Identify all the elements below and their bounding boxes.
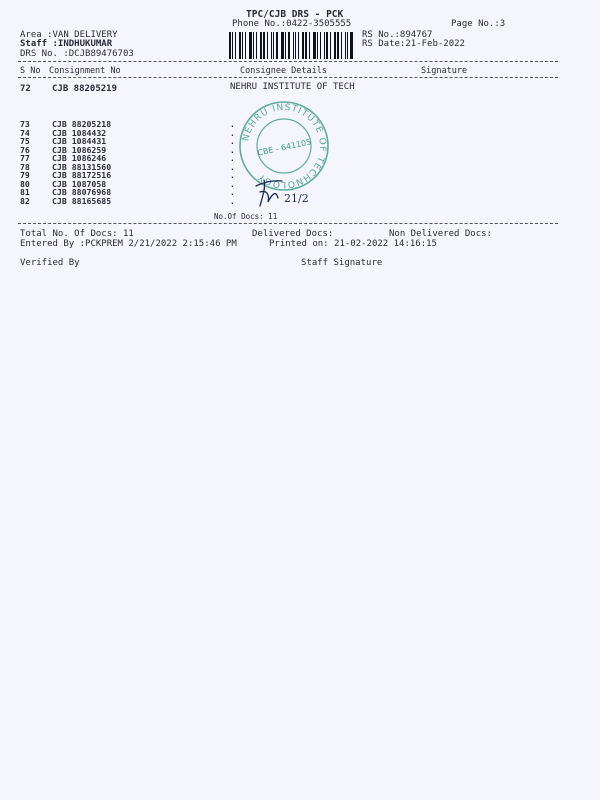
row-sno: 80: [20, 178, 30, 189]
barcode-bar: [345, 32, 346, 59]
column-sno: S No: [20, 66, 41, 76]
barcode-bar: [350, 32, 353, 59]
printed-on: Printed on: 21-02-2022 14:16:15: [269, 239, 437, 249]
barcode-bar: [260, 32, 262, 59]
barcode-bar: [317, 32, 318, 59]
barcode-bar: [273, 32, 274, 59]
row-consignment: CJB 1086259: [52, 144, 107, 155]
barcode-bar: [267, 32, 268, 59]
table-row: [20, 163, 222, 172]
stamp-inner-text: CBE - 641105: [256, 137, 312, 158]
barcode-bar: [276, 32, 278, 59]
table-row: [20, 129, 222, 138]
total-docs: Total No. Of Docs: 11: [20, 229, 134, 239]
barcode-bar: [293, 32, 294, 59]
table-row: [20, 120, 222, 129]
table-row: [20, 171, 222, 180]
first-row-sno: 72: [20, 84, 31, 94]
row-consignment: CJB 1086246: [52, 153, 107, 163]
entered-by: Entered By :PCKPREM 2/21/2022 2:15:46 PM: [20, 239, 237, 249]
barcode-bar: [309, 32, 310, 59]
row-consignment: CJB 88172516: [52, 170, 112, 180]
barcode-bar: [235, 32, 236, 59]
barcode-bar: [313, 32, 316, 59]
consignment-list: [20, 120, 222, 205]
row-sno: 76: [20, 144, 30, 155]
document-title: TPC/CJB DRS - PCK: [246, 9, 344, 20]
row-sno: 73: [20, 119, 30, 129]
barcode-bar: [253, 32, 254, 59]
barcode-bar: [326, 32, 328, 59]
barcode-bar: [249, 32, 252, 59]
column-signature: Signature: [421, 66, 468, 76]
area-field: Area :VAN DELIVERY: [20, 30, 118, 40]
barcode-bar: [285, 32, 286, 59]
header-divider: [18, 61, 558, 62]
row-sno: 81: [20, 187, 30, 197]
row-sno: 75: [20, 136, 30, 146]
table-row: [20, 188, 222, 197]
table-row: [20, 137, 222, 146]
row-sno: 82: [20, 195, 30, 206]
barcode-bar: [302, 32, 304, 59]
table-row: [20, 154, 222, 163]
signature-date-note: 21/2: [284, 192, 309, 205]
non-delivered-docs: Non Delivered Docs:: [389, 229, 492, 239]
row-consignment: CJB 88205218: [52, 119, 112, 129]
barcode-bar: [232, 32, 233, 59]
row-sno: 78: [20, 161, 30, 172]
drs-number: DRS No. :DCJB89476703: [20, 49, 134, 59]
row-consignment: CJB 1084431: [52, 136, 107, 146]
table-row: [20, 146, 222, 155]
row-sno: 77: [20, 153, 30, 163]
barcode-bar: [347, 32, 348, 59]
barcode-bar: [298, 32, 299, 59]
rs-number: RS No.:894767: [362, 30, 433, 40]
row-sno: 74: [20, 127, 30, 138]
row-sno: 79: [20, 170, 30, 180]
handwritten-signature: [254, 172, 314, 212]
signature-dots: . . . . . . . . . .: [230, 120, 235, 206]
barcode-bar: [341, 32, 342, 59]
barcode-bar: [239, 32, 241, 59]
table-row: [20, 180, 222, 189]
barcode: [229, 32, 358, 59]
verified-by-label: Verified By: [20, 258, 80, 268]
barcode-bar: [324, 32, 325, 59]
phone-number: Phone No.:0422-3505555: [232, 19, 352, 29]
barcode-bar: [245, 32, 246, 59]
barcode-bar: [263, 32, 265, 59]
staff-signature-label: Staff Signature: [301, 258, 383, 268]
staff-field: Staff :INDHUKUMAR: [20, 39, 113, 49]
delivered-docs: Delivered Docs:: [252, 229, 334, 239]
barcode-bar: [242, 32, 243, 59]
group-doc-count: No.Of Docs: 11: [214, 212, 278, 221]
row-consignment: CJB 88165685: [52, 195, 112, 206]
row-consignment: CJB 88076968: [52, 187, 112, 197]
first-row-consignee: NEHRU INSTITUTE OF TECH: [230, 82, 355, 92]
rs-date: RS Date:21-Feb-2022: [362, 39, 465, 49]
row-consignment: CJB 1087058: [52, 178, 107, 189]
barcode-bar: [229, 32, 231, 59]
barcode-bar: [271, 32, 272, 59]
barcode-bar: [320, 32, 321, 59]
row-consignment: CJB 1084432: [52, 127, 107, 138]
barcode-bar: [305, 32, 307, 59]
barcode-bar: [295, 32, 296, 59]
first-row-consignment: CJB 88205219: [52, 84, 118, 94]
stamp-outer-text: NEHRU INSTITUTE OF TECHNOLOGY: [241, 102, 328, 190]
barcode-bar: [334, 32, 336, 59]
column-consignee: Consignee Details: [240, 66, 327, 76]
barcode-bar: [330, 32, 331, 59]
barcode-bar: [337, 32, 339, 59]
column-divider: [18, 77, 558, 78]
page-number: Page No.:3: [451, 19, 506, 29]
row-consignment: CJB 88131560: [52, 161, 112, 172]
barcode-bar: [256, 32, 257, 59]
barcode-bar: [288, 32, 290, 59]
column-consignment: Consignment No: [49, 66, 121, 76]
barcode-bar: [281, 32, 284, 59]
table-row: [20, 197, 222, 206]
footer-divider: [18, 223, 558, 224]
